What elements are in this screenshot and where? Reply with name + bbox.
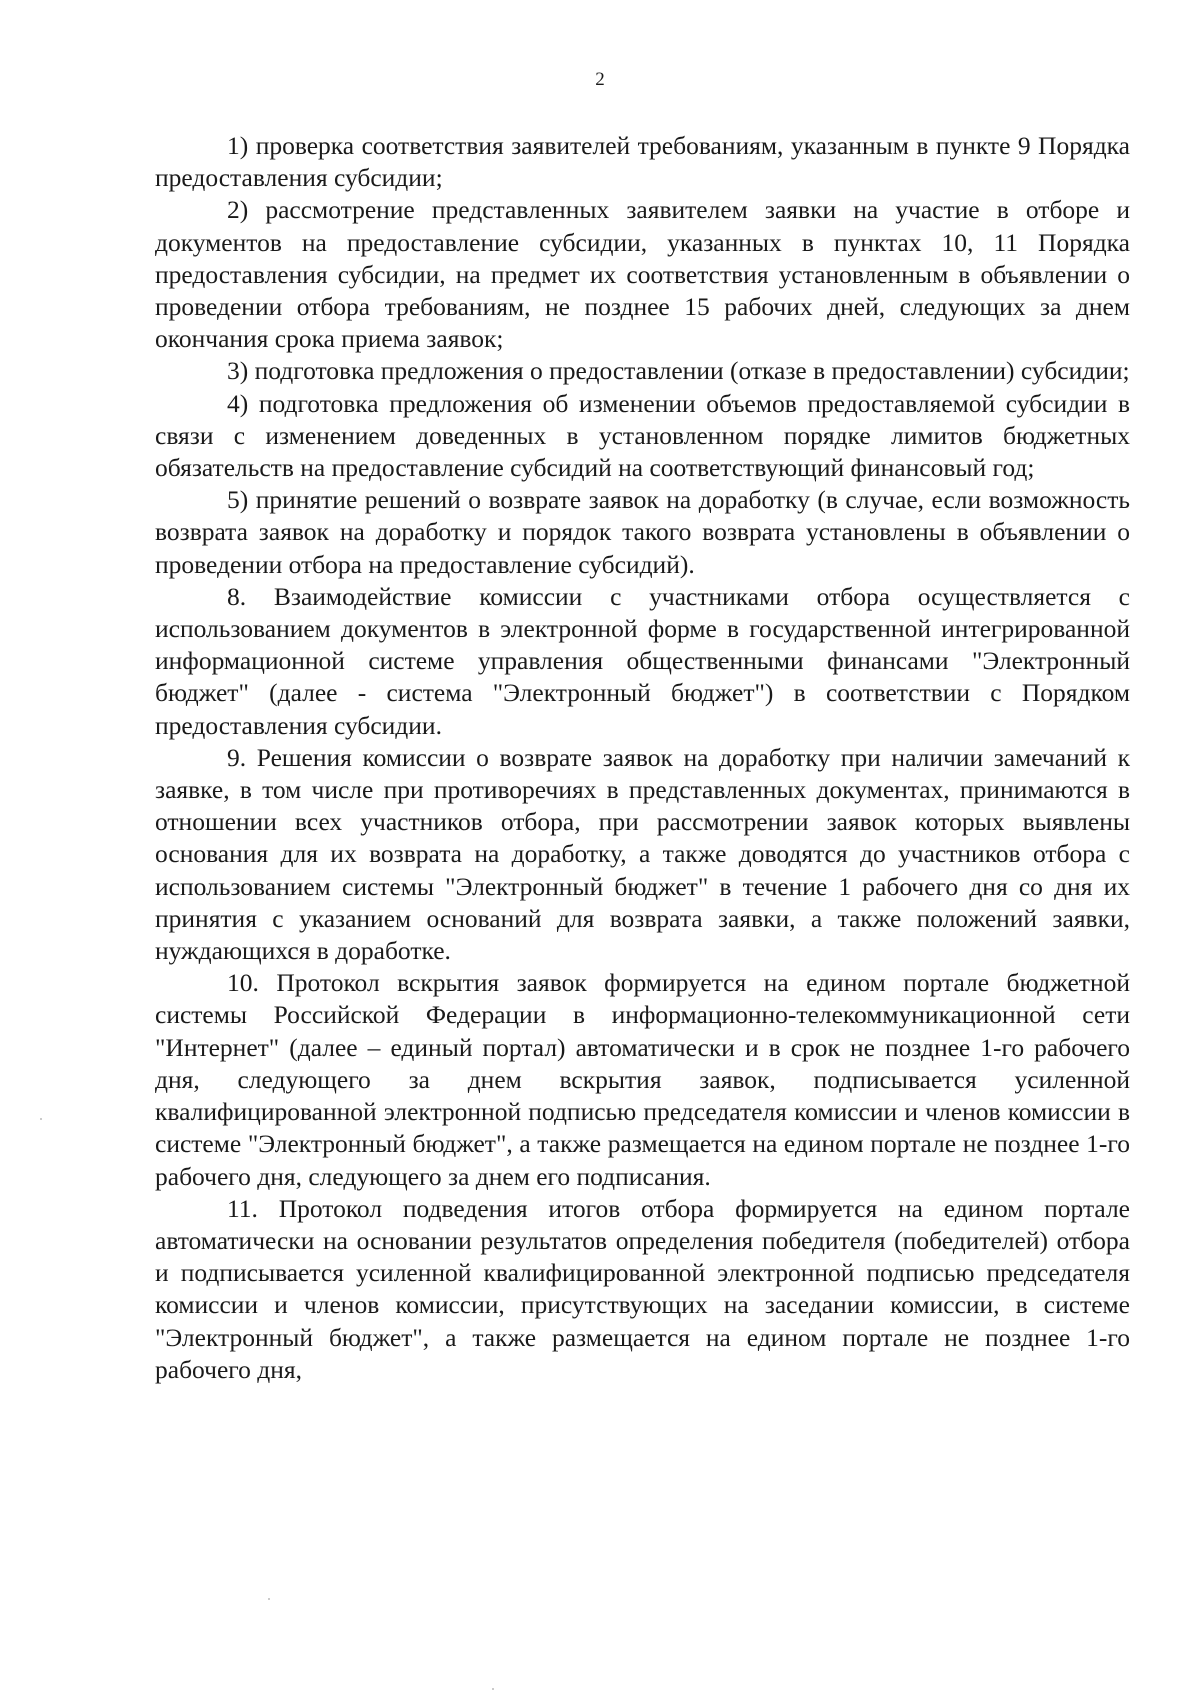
paragraph-clause-8: 8. Взаимодействие комиссии с участниками отбора осуществляется с использованием документов в электронной форме в государственной интегрированной информационной системе управления общественными финансами "Электронный бюджет" (далее - система "Электронный бюджет") в соответствии с Порядком предоставления субсидии. [155,581,1130,740]
paragraph-item-1: 1) проверка соответствия заявителей требованиям, указанным в пункте 9 Порядка предоставления субсидии; [155,131,1130,193]
paragraph-clause-9: 9. Решения комиссии о возврате заявок на доработку при наличии замечаний к заявке, в том числе при противоречиях в представленных документах, принимаются в отношении всех участников отбора, при рассмотрении заявок которых выявлены основания для их возврата на доработку, а также доводятся до участников отбора с использованием системы "Электронный бюджет" в течение 1 рабочего дня со дня их принятия с указанием оснований для возврата заявки, а также положений заявки, нуждающихся в доработке. [155,742,1130,966]
paragraph-item-2: 2) рассмотрение представленных заявителем заявки на участие в отборе и документов на предоставление субсидии, указанных в пунктах 10, 11 Порядка предоставления субсидии, на предмет их соответствия установленным в объявлении о проведении отбора требованиям, не позднее 15 рабочих дней, следующих за днем окончания срока приема заявок; [155,195,1130,354]
paragraph-item-5: 5) принятие решений о возврате заявок на доработку (в случае, если возможность возврата заявок на доработку и порядок такого возврата установлены в объявлении о проведении отбора на предоставление субсидий). [155,485,1130,579]
document-body [155,130,1130,1386]
paragraph-clause-10: 10. Протокол вскрытия заявок формируется на едином портале бюджетной системы Российской Федерации в информационно-телекоммуникационной сети "Интернет" (далее – единый портал) автоматически и в срок не позднее 1-го рабочего дня, следующего за днем вскрытия заявок, подписывается усиленной квалифицированной электронной подписью председателя комиссии и членов комиссии в системе "Электронный бюджет", а также размещается на едином портале не позднее 1-го рабочего дня, следующего за днем его подписания. [155,968,1130,1191]
paragraph-clause-11: 11. Протокол подведения итогов отбора формируется на едином портале автоматически на основании результатов определения победителя (победителей) отбора и подписывается усиленной квалифицированной электронной подписью председателя комиссии и членов комиссии, присутствующих на заседании комиссии, в системе "Электронный бюджет", а также размещается на едином портале не позднее 1-го рабочего дня, [155,1193,1130,1384]
scan-speck [492,1688,494,1690]
scan-speck [268,1598,270,1600]
paragraph-item-4: 4) подготовка предложения об изменении объемов предоставляемой субсидии в связи с изменением доведенных в установленном порядке лимитов бюджетных обязательств на предоставление субсидий на соответствующий финансовый год; [155,388,1130,483]
paragraph-item-3: 3) подготовка предложения о предоставлении (отказе в предоставлении) субсидии; [227,356,1130,386]
scan-speck [40,1118,42,1120]
page-number: 2 [595,69,605,90]
